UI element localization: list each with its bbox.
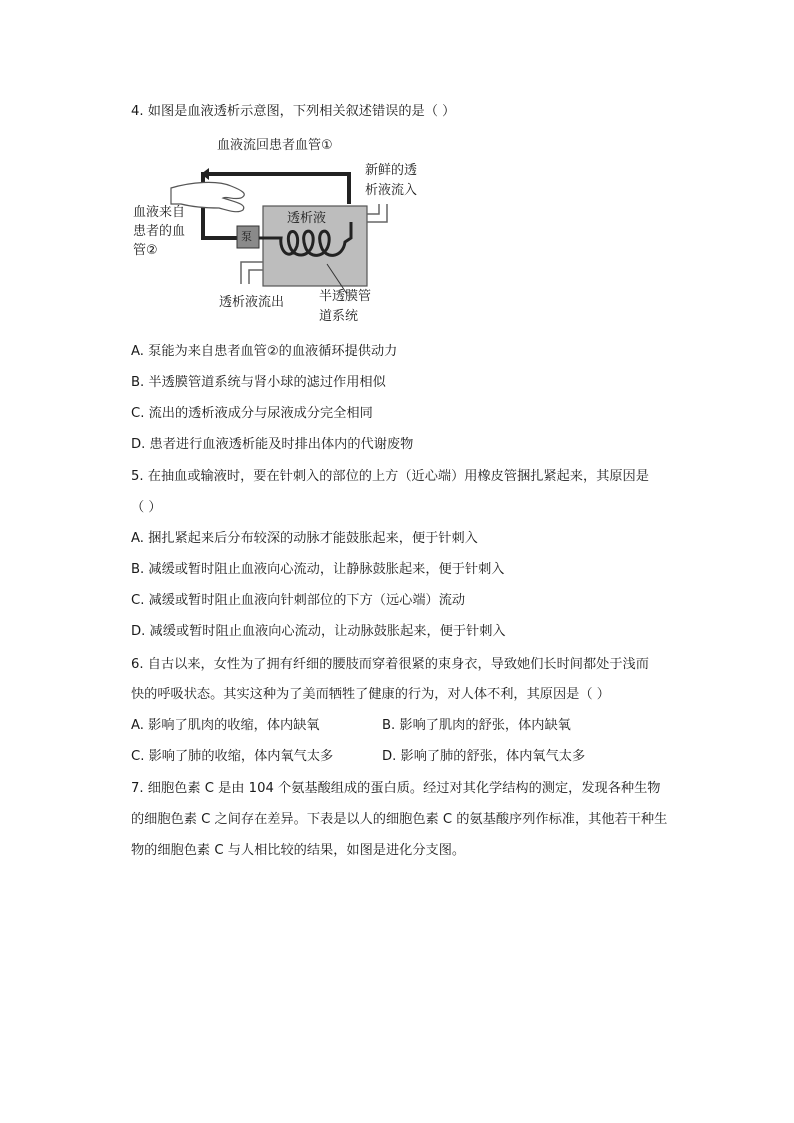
label-dialysate: 透析液 bbox=[287, 211, 327, 226]
q5-option-d: D. 减缓或暂时阻止血液向心流动，让动脉鼓胀起来，便于针刺入 bbox=[131, 624, 506, 639]
dialysis-diagram bbox=[131, 134, 431, 334]
label-fresh-dialysate-line2: 析液流入 bbox=[365, 183, 418, 198]
q4-option-b: B. 半透膜管道系统与肾小球的滤过作用相似 bbox=[131, 375, 386, 390]
question-7-line1: 7. 细胞色素 C 是由 104 个氨基酸组成的蛋白质。经过对其化学结构的测定，发现各种生物 bbox=[131, 781, 661, 796]
fresh-dialysate-inlet-pipe bbox=[367, 204, 387, 222]
label-blood-from-line3: 管② bbox=[133, 243, 158, 258]
label-blood-from-line2: 患者的血 bbox=[133, 224, 186, 239]
q6-option-b: B. 影响了肌肉的舒张，体内缺氧 bbox=[382, 718, 571, 733]
question-7-line2: 的细胞色素 C 之间存在差异。下表是以人的细胞色素 C 的氨基酸序列作标准，其他若干种生 bbox=[131, 812, 668, 827]
q4-option-d: D. 患者进行血液透析能及时排出体内的代谢废物 bbox=[131, 437, 414, 452]
q4-option-c: C. 流出的透析液成分与尿液成分完全相同 bbox=[131, 406, 373, 421]
question-5-stem-line1: 5. 在抽血或输液时，要在针刺入的部位的上方（近心端）用橡皮管捆扎紧起来，其原因是 bbox=[131, 469, 649, 484]
question-7-line3: 物的细胞色素 C 与人相比较的结果，如图是进化分支图。 bbox=[131, 843, 466, 858]
question-6-stem-line2: 快的呼吸状态。其实这种为了美而牺牲了健康的行为，对人体不利，其原因是（ ） bbox=[131, 687, 610, 702]
label-fresh-dialysate-line1: 新鲜的透 bbox=[365, 163, 418, 178]
question-5-stem-line2: （ ） bbox=[131, 500, 162, 515]
label-blood-from-line1: 血液来自 bbox=[133, 205, 186, 220]
q6-option-a: A. 影响了肌肉的收缩，体内缺氧 bbox=[131, 718, 320, 733]
question-6-stem-line1: 6. 自古以来，女性为了拥有纤细的腰肢而穿着很紧的束身衣，导致她们长时间都处于浅而 bbox=[131, 657, 649, 672]
label-membrane-line2: 道系统 bbox=[319, 309, 359, 324]
q6-option-c: C. 影响了肺的收缩，体内氧气太多 bbox=[131, 749, 334, 764]
label-dialysate-out: 透析液流出 bbox=[219, 295, 285, 310]
q4-option-a: A. 泵能为来自患者血管②的血液循环提供动力 bbox=[131, 344, 398, 359]
label-blood-return: 血液流回患者血管① bbox=[217, 138, 333, 153]
question-4-stem: 4. 如图是血液透析示意图，下列相关叙述错误的是（ ） bbox=[131, 104, 456, 119]
label-membrane-line1: 半透膜管 bbox=[319, 289, 372, 304]
q5-option-a: A. 捆扎紧起来后分布较深的动脉才能鼓胀起来，便于针刺入 bbox=[131, 531, 478, 546]
q5-option-c: C. 减缓或暂时阻止血液向针刺部位的下方（远心端）流动 bbox=[131, 593, 466, 608]
q6-option-d: D. 影响了肺的舒张，体内氧气太多 bbox=[382, 749, 586, 764]
label-pump: 泵 bbox=[241, 230, 252, 243]
dialysate-outlet-pipe bbox=[241, 262, 263, 284]
q5-option-b: B. 减缓或暂时阻止血液向心流动，让静脉鼓胀起来，便于针刺入 bbox=[131, 562, 505, 577]
